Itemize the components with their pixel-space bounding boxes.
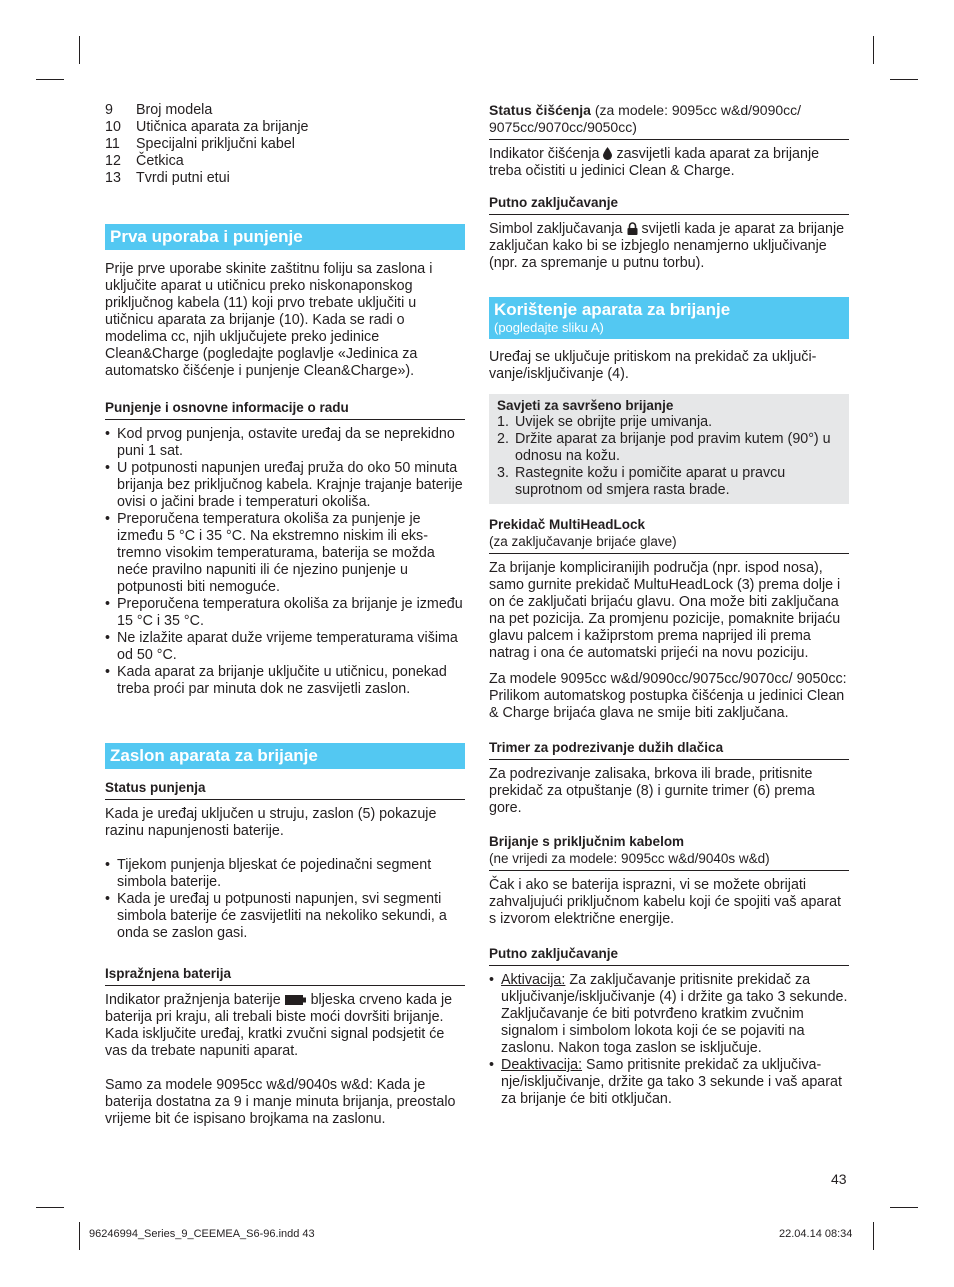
paragraph: Prije prve uporabe skinite zaštitnu foliju sa zaslona i uključite aparat u utičnicu preko niskonaponskog priključnog kabela (11) koji prvo trebate uključiti u utičnicu aparata za brijanje (10). Kada se radi o modelima cc, njih uključujete preko jedinice Clean&Charge (pogledajte poglavlje «Jedinica za automatsko čišćenje i punjenje Clean&Charge»). <box>105 261 433 379</box>
subheading: Brijanje s priključnim kabelom (ne vrijedi za modele: 9095cc w&d/9040s w&d) <box>489 833 849 871</box>
list-item: • Aktivacija: Za zaključavanje pritisnite prekidač za uključivanje/isključivanje (4) i držite ga tako 3 sekunde. Zaključavanje će biti potvrđeno kratkim zvučnim signalom i simbolom lokota koji će se pojaviti na zaslonu. Nakon toga zaslon se isključuje. <box>489 972 848 1056</box>
list-item: 13 Tvrdi putni etui <box>105 170 230 186</box>
list-item: 11 Specijalni priključni kabel <box>105 136 295 152</box>
crop-mark <box>36 79 64 80</box>
bullet-list <box>489 972 849 1108</box>
subheading: Putno zaključavanje <box>489 194 849 215</box>
subheading: Status čišćenja (za modele: 9095cc w&d/9090cc/ 9075cc/9070cc/9050cc) <box>489 102 849 140</box>
bullet-list <box>105 426 465 698</box>
tips-box <box>489 394 849 504</box>
subheading: Ispražnjena baterija <box>105 965 465 986</box>
subheading: Punjenje i osnovne informacije o radu <box>105 399 465 420</box>
subheading: Prekidač MultiHeadLock (za zaključavanje brijaće glave) <box>489 516 849 554</box>
paragraph: Za brijanje kompliciranijih područja (npr. ispod nosa), samo gurnite prekidač MultuHeadLock (3) prema dolje i on će zaključati brijaću glavu. Ona može biti zaključana na pet pozicija. Za promjenu pozicije, pomaknite brijaću glavu palcem i kažiprstom prema naprijed ili prema natrag i ona će automatski prijeći na novu poziciju. <box>489 560 841 661</box>
subheading: Putno zaključavanje <box>489 945 849 966</box>
left-column <box>105 102 465 1128</box>
page-number: 43 <box>831 1171 847 1187</box>
paragraph: Kada je uređaj uključen u struju, zaslon (5) pokazuje razinu napunjenosti baterije. <box>105 806 437 839</box>
lock-icon <box>627 222 638 235</box>
list-item: 2. Držite aparat za brijanje pod pravim kutem (90°) u odnosu na kožu. <box>497 431 831 464</box>
bullet-list <box>105 857 465 942</box>
paragraph: Za modele 9095cc w&d/9090cc/9075cc/9070cc/ 9050cc: Prilikom automatskog postupka čišćenja u jedinici Clean & Charge brijaća glava ne smije biti zaključana. <box>489 671 847 721</box>
footer-file: 96246994_Series_9_CEEMEA_S6-96.indd 43 <box>89 1228 315 1240</box>
list-item: 12 Četkica <box>105 153 184 169</box>
paragraph: Čak i ako se baterija isprazni, vi se možete obrijati zahvaljujući priključnom kabelu koji će spojiti vaš aparat s izvorom električne energije. <box>489 877 842 927</box>
list-item: 1. Uvijek se obrijte prije umivanja. <box>497 414 713 430</box>
crop-mark <box>36 1207 64 1208</box>
list-item: • Preporučena temperatura okoliša za brijanje je između 15 °C i 35 °C. <box>105 596 463 629</box>
list-item: • Tijekom punjenja bljeskat će pojedinačni segment simbola baterije. <box>105 857 432 890</box>
list-item: • Preporučena temperatura okoliša za punjenje je između 5 °C i 35 °C. Na ekstremno niskim ili ekstremno visokim temperaturama, baterija se možda neće pravilno napuniti ili će njezino punjenje u potpunosti biti nemoguće. <box>105 511 435 595</box>
paragraph: Indikator čišćenja zasvijetli kada aparat za brijanje treba očistiti u jedinici Clean & Charge. <box>489 146 820 179</box>
section-heading: Zaslon aparata za brijanje <box>105 743 465 769</box>
crop-mark <box>890 1207 918 1208</box>
subheading: Status punjenja <box>105 779 465 800</box>
list-item: • Kada je uređaj u potpunosti napunjen, svi segmenti simbola baterije će zasvijetliti na nekoliko sekundi, a onda se zaslon gasi. <box>105 891 447 941</box>
droplet-icon <box>603 147 612 160</box>
right-column <box>489 102 849 1108</box>
battery-icon <box>285 994 307 1006</box>
paragraph: Simbol zaključavanja svijetli kada je aparat za brijanje zaključan kako bi se izbjeglo nenamjerno uključivanje (npr. za spremanje u putnu torbu). <box>489 221 845 271</box>
crop-mark <box>890 79 918 80</box>
section-heading: Korištenje aparata za brijanje (pogledajte sliku A) <box>489 297 849 339</box>
subheading: Trimer za podrezivanje dužih dlačica <box>489 739 849 760</box>
list-item: • U potpunosti napunjen uređaj pruža do oko 50 minuta brijanja bez priključnog kabela. Krajnje trajanje baterije ovisi o jačini brade i temperaturi okoliša. <box>105 460 463 510</box>
crop-mark <box>79 36 80 64</box>
list-item: • Kada aparat za brijanje uključite u utičnicu, ponekad treba proći par minuta dok ne zasvijetli zaslon. <box>105 664 447 697</box>
crop-mark <box>79 1222 80 1250</box>
tips-title: Savjeti za savršeno brijanje <box>497 398 674 413</box>
list-item: • Ne izlažite aparat duže vrijeme temperaturama višima od 50 °C. <box>105 630 458 663</box>
section-heading: Prva uporaba i punjenje <box>105 224 465 250</box>
parts-list <box>105 102 465 187</box>
list-item: • Deaktivacija: Samo pritisnite prekidač za uključivanje/isključivanje, držite ga tako 3 sekunde i vaš aparat za brijanje će biti otključan. <box>489 1057 842 1107</box>
list-item: 9 Broj modela <box>105 102 213 118</box>
crop-mark <box>873 1222 874 1250</box>
paragraph: Za podrezivanje zalisaka, brkova ili brade, pritisnite prekidač za otpuštanje (8) i gurnite trimer (6) prema gore. <box>489 766 815 816</box>
list-item: 10 Utičnica aparata za brijanje <box>105 119 309 135</box>
list-item: 3. Rastegnite kožu i pomičite aparat u pravcu suprotnom od smjera rasta brade. <box>497 465 786 498</box>
crop-mark <box>873 36 874 64</box>
list-item: • Kod prvog punjenja, ostavite uređaj da se neprekidno puni 1 sat. <box>105 426 455 459</box>
paragraph: Indikator pražnjenja baterije bljeska crveno kada je baterija pri kraju, ali trebali biste moći dovršiti brijanje. Kada isključite uređaj, kratki zvučni signal podsjetit će vas da trebate napuniti aparat. <box>105 992 453 1059</box>
paragraph: Uređaj se uključuje pritiskom na prekidač za uključivanje/isključivanje (4). <box>489 349 817 382</box>
paragraph: Samo za modele 9095cc w&d/9040s w&d: Kada je baterija dostatna za 9 i manje minuta brijanja, preostalo vrijeme bit će ispisano brojkama na zaslonu. <box>105 1077 456 1127</box>
footer-date: 22.04.14 08:34 <box>779 1228 853 1240</box>
